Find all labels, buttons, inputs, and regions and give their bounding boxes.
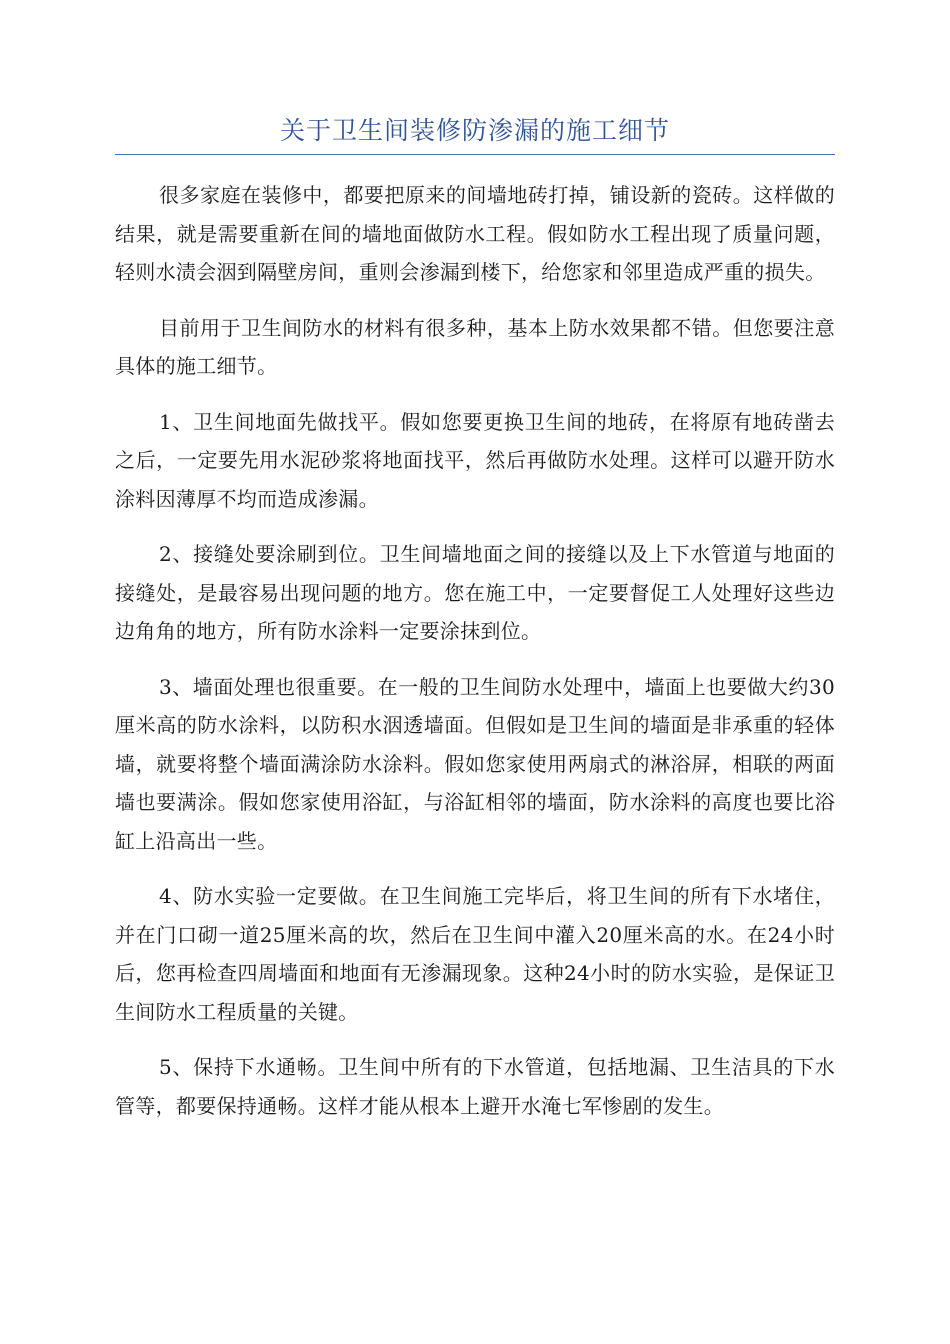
paragraph-step-4: 4、防水实验一定要做。在卫生间施工完毕后，将卫生间的所有下水堵住，并在门口砌一道25厘米高的坎，然后在卫生间中灌入20厘米高的水。在24小时后，您再检查四周墙面和地面有无渗漏现象。这种24小时的防水实验，是保证卫生间防水工程质量的关键。 (115, 884, 835, 1024)
paragraph-materials: 目前用于卫生间防水的材料有很多种，基本上防水效果都不错。但您要注意具体的施工细节。 (115, 315, 835, 378)
paragraph-step-3: 3、墙面处理也很重要。在一般的卫生间防水处理中，墙面上也要做大约30厘米高的防水涂料，以防积水洇透墙面。但假如是卫生间的墙面是非承重的轻体墙，就要将整个墙面满涂防水涂料。假如您家使用两扇式的淋浴屏，相联的两面墙也要满涂。假如您家使用浴缸，与浴缸相邻的墙面，防水涂料的高度也要比浴缸上沿高出一些。 (115, 674, 835, 853)
paragraph-intro: 很多家庭在装修中，都要把原来的间墙地砖打掉，铺设新的瓷砖。这样做的结果，就是需要重新在间的墙地面做防水工程。假如防水工程出现了质量问题，轻则水渍会洇到隔壁房间，重则会渗漏到楼下，给您家和邻里造成严重的损失。 (115, 183, 835, 284)
document-body (115, 176, 835, 1142)
paragraph-step-1: 1、卫生间地面先做找平。假如您要更换卫生间的地砖，在将原有地砖凿去之后，一定要先用水泥砂浆将地面找平，然后再做防水处理。这样可以避开防水涂料因薄厚不均而造成渗漏。 (115, 409, 835, 511)
paragraph-step-2: 2、接缝处要涂刷到位。卫生间墙地面之间的接缝以及上下水管道与地面的接缝处，是最容易出现问题的地方。您在施工中，一定要督促工人处理好这些边边角角的地方，所有防水涂料一定要涂抹到位。 (115, 542, 835, 643)
paragraph-step-5: 5、保持下水通畅。卫生间中所有的下水管道，包括地漏、卫生洁具的下水管等，都要保持通畅。这样才能从根本上避开水淹七军惨剧的发生。 (115, 1055, 835, 1118)
document-title: 关于卫生间装修防渗漏的施工细节 (279, 116, 670, 145)
title-underline (115, 154, 835, 155)
